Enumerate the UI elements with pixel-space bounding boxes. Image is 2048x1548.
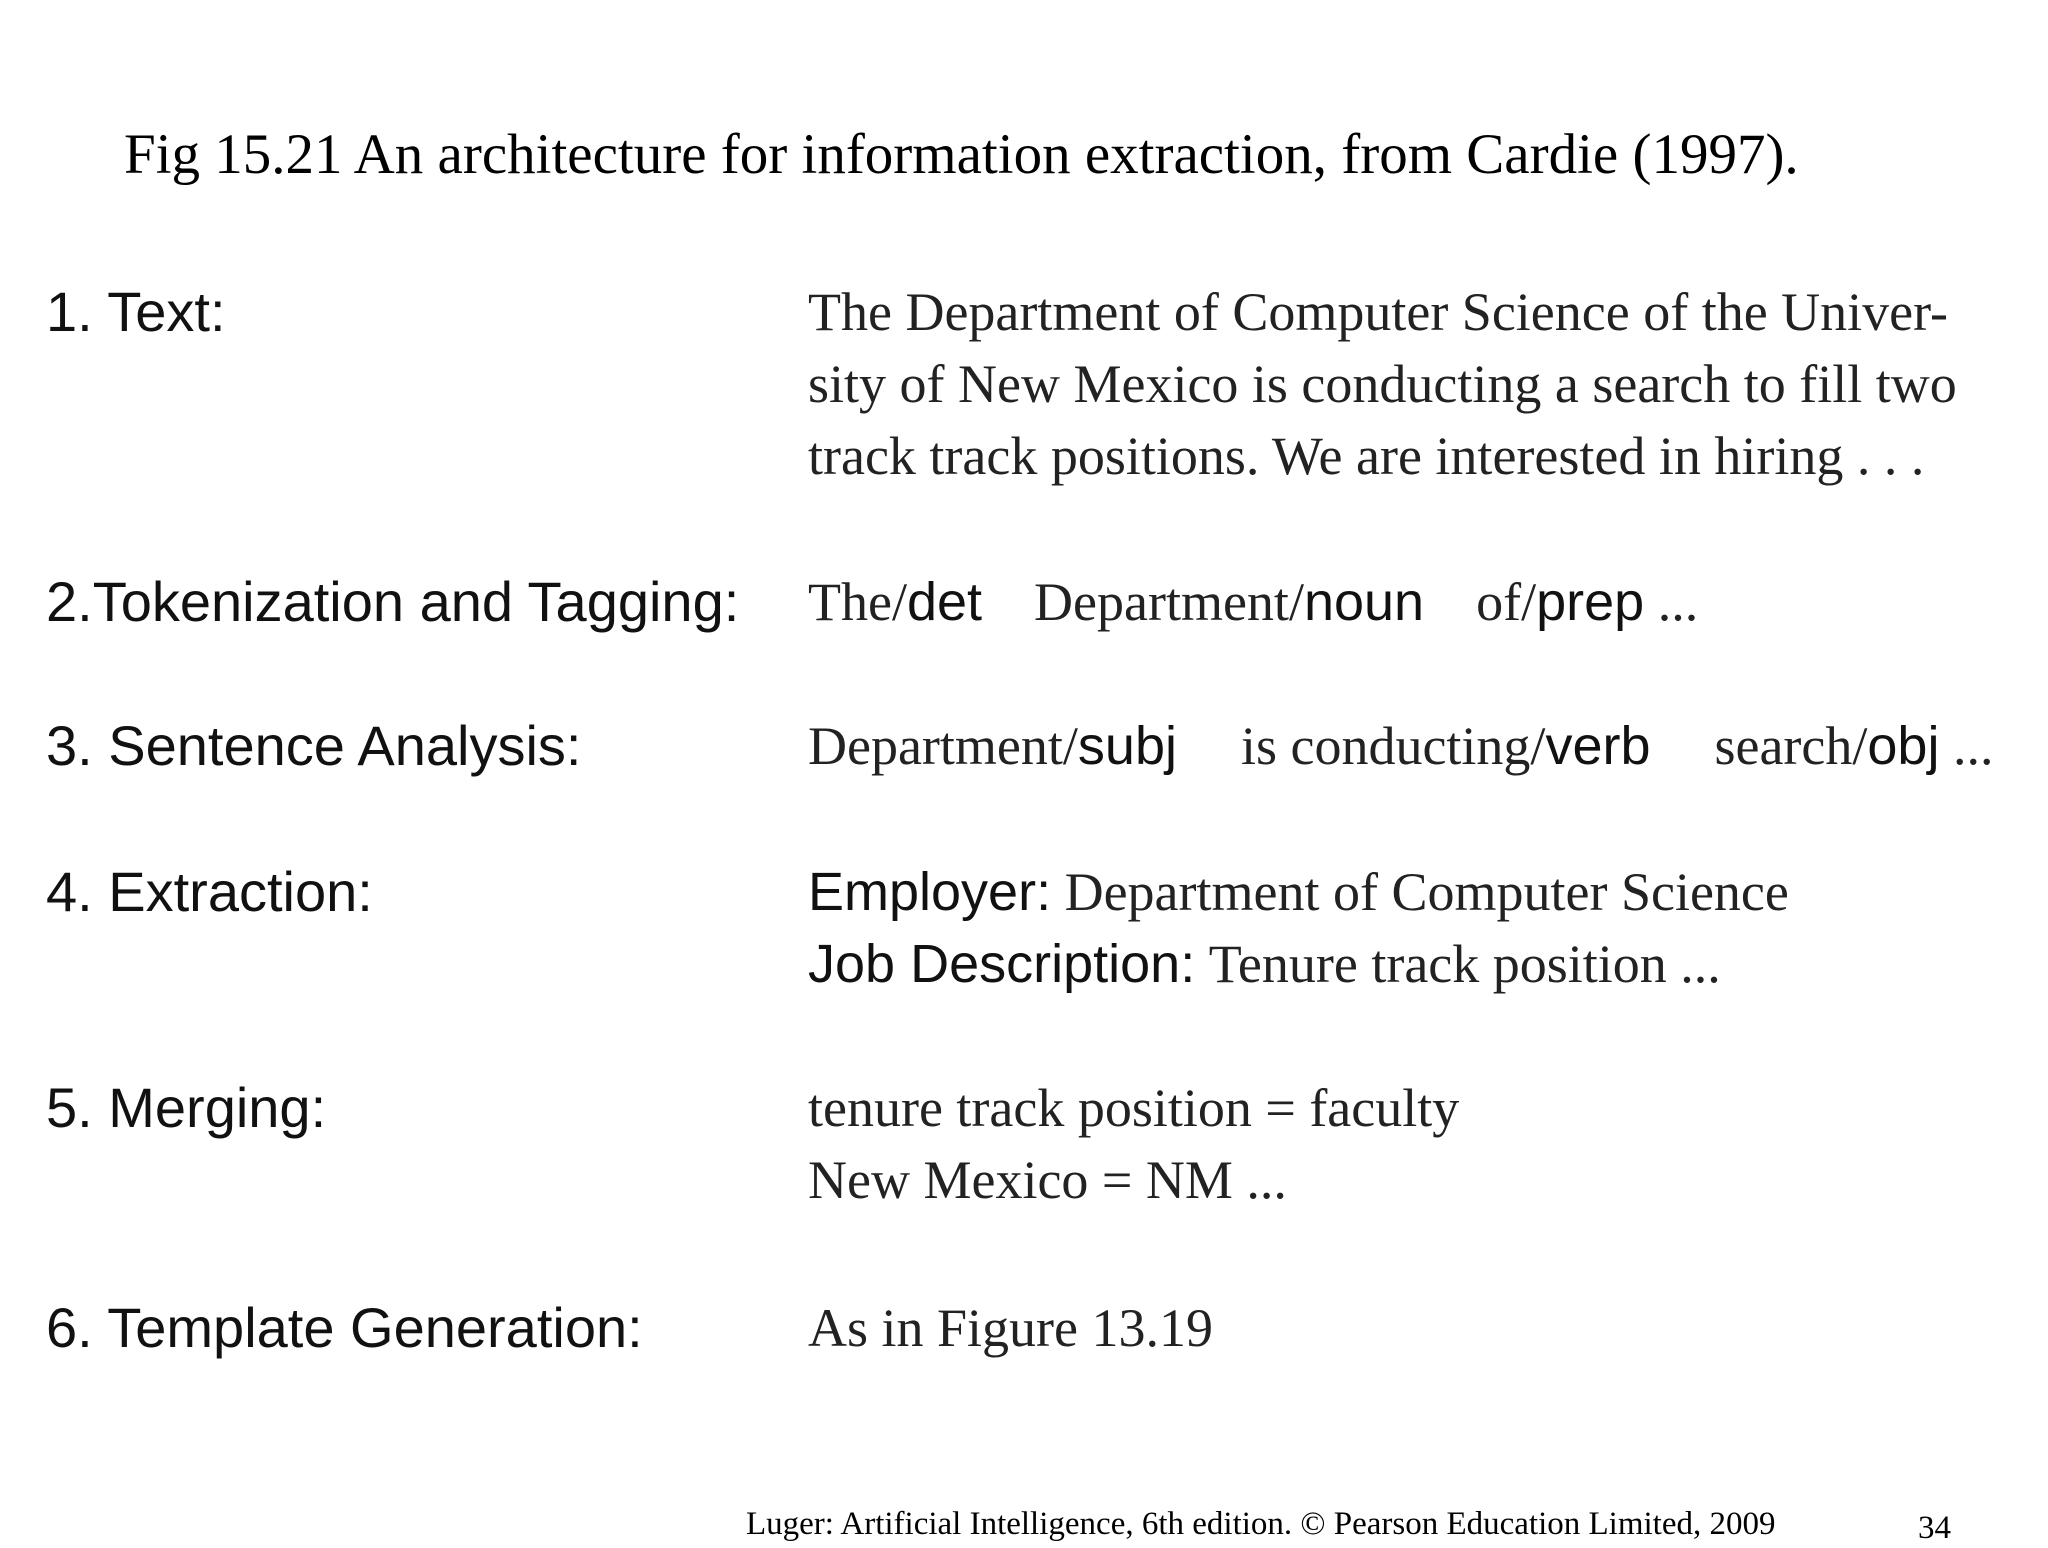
- token-tag: noun: [1303, 572, 1425, 632]
- token-word: The/: [808, 572, 907, 632]
- token-suffix: ...: [1644, 572, 1699, 632]
- field-key: Job Description: [808, 934, 1181, 994]
- step-5-line: New Mexico = NM ...: [808, 1150, 1287, 1210]
- step-1-text: [808, 276, 1957, 492]
- step-1-label: 1. Text:: [46, 280, 226, 343]
- field-value: Tenure track position ...: [1208, 934, 1721, 994]
- step-5-text: [808, 1072, 1459, 1216]
- step-1-line: sity of New Mexico is conducting a search to fill two: [808, 354, 1957, 414]
- step-3-tokens: [808, 710, 1993, 782]
- token-tag: verb: [1545, 716, 1651, 776]
- step-6-line: As in Figure 13.19: [808, 1298, 1213, 1358]
- step-4-label: 4. Extraction:: [46, 860, 373, 923]
- step-5-label: 5. Merging:: [46, 1076, 327, 1139]
- field-key: Employer: [808, 862, 1037, 922]
- token-word: is conducting/: [1240, 716, 1546, 776]
- field-value: Department of Computer Science: [1064, 862, 1789, 922]
- token-word: Department/: [1034, 572, 1304, 632]
- token-tag: det: [906, 572, 983, 632]
- step-5-line: tenure track position = faculty: [808, 1078, 1460, 1138]
- figure-title: Fig 15.21 An architecture for information extraction, from Cardie (1997).: [124, 123, 1799, 186]
- token-word: search/: [1714, 716, 1868, 776]
- token-tag: subj: [1077, 716, 1177, 776]
- extraction-field: Employer: Department of Computer Science: [808, 862, 1789, 922]
- step-4-fields: [808, 856, 1789, 1000]
- step-2-label: 2.Tokenization and Tagging:: [46, 570, 740, 633]
- step-1-line: track track positions. We are interested in hiring . . .: [808, 426, 1925, 486]
- step-2-tokens: [808, 566, 1698, 638]
- token-suffix: ...: [1939, 716, 1994, 776]
- step-3-label: 3. Sentence Analysis:: [46, 714, 582, 777]
- step-6-text: [808, 1292, 1213, 1364]
- copyright-footer: Luger: Artificial Intelligence, 6th edition. © Pearson Education Limited, 2009: [746, 1506, 1776, 1542]
- step-6-label: 6. Template Generation:: [46, 1296, 643, 1359]
- token-word: of/: [1476, 572, 1537, 632]
- step-1-line: The Department of Computer Science of the Univer-: [808, 282, 1949, 342]
- token-tag: obj: [1867, 716, 1940, 776]
- token-tag: prep: [1536, 572, 1645, 632]
- page-number: 34: [1918, 1510, 1951, 1546]
- token-word: Department/: [808, 716, 1078, 776]
- extraction-field: Job Description: Tenure track position ...: [808, 934, 1721, 994]
